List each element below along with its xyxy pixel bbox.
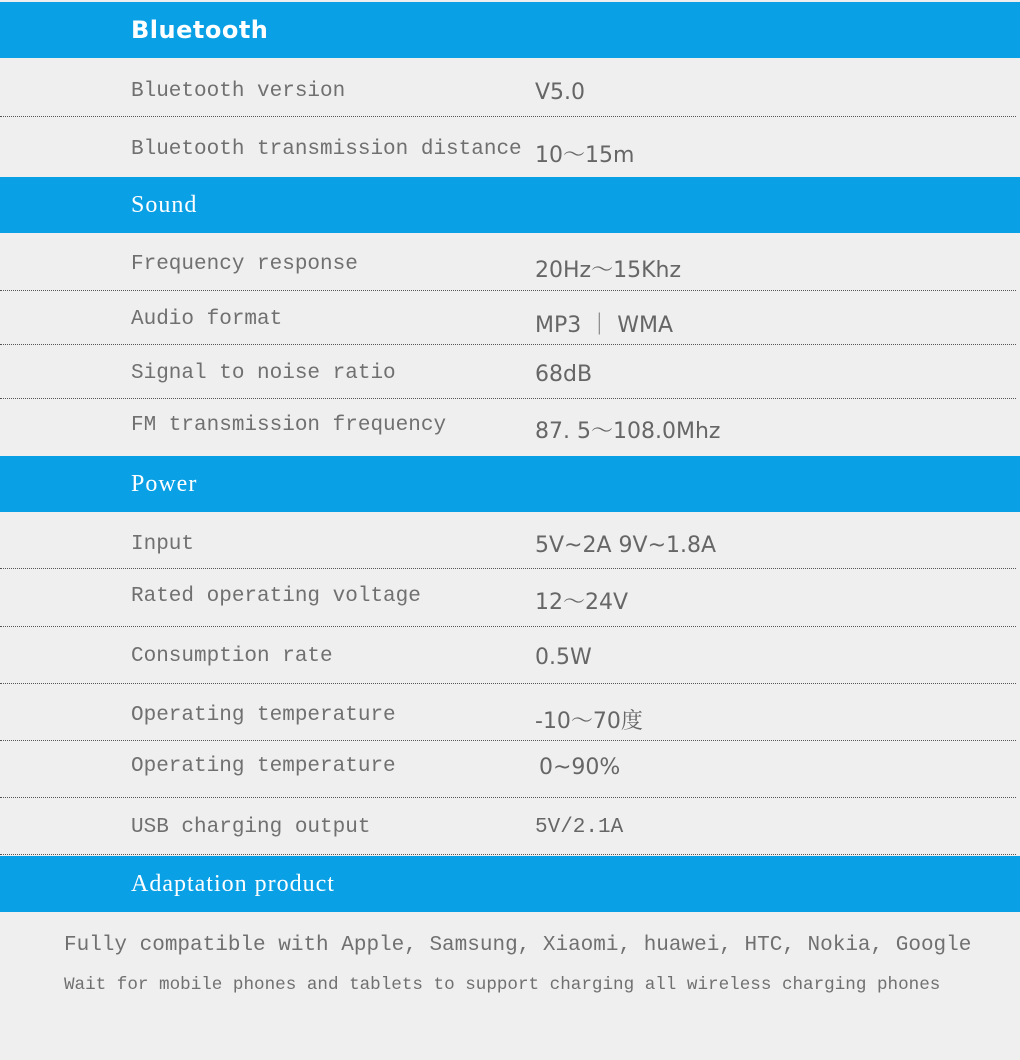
section-title-sound: Sound: [131, 191, 198, 218]
spec-value: 10～15m: [535, 143, 635, 168]
spec-label: Operating temperature: [131, 704, 396, 727]
spec-label: USB charging output: [131, 816, 371, 839]
section-title-adaptation: Adaptation product: [131, 870, 335, 897]
spec-value: 0.5W: [535, 645, 592, 670]
spec-label: Consumption rate: [131, 645, 333, 668]
spec-label: FM transmission frequency: [131, 414, 447, 437]
spec-label: Frequency response: [131, 253, 358, 276]
section-header-adaptation: [0, 856, 1020, 912]
spec-label: Operating temperature: [131, 755, 396, 778]
row-divider: [0, 740, 1016, 741]
spec-value: V5.0: [535, 80, 586, 105]
row-divider: [0, 683, 1016, 684]
spec-value: 68dB: [535, 362, 593, 387]
spec-label: Bluetooth transmission distance: [131, 138, 522, 161]
spec-label: Audio format: [131, 308, 283, 331]
section-header-bluetooth: [0, 2, 1020, 58]
spec-value: 12～24V: [535, 590, 629, 615]
row-divider: [0, 568, 1016, 569]
spec-value: 87. 5～108.0Mhz: [535, 419, 721, 444]
spec-value: -10～70度: [535, 709, 643, 734]
row-divider: [0, 626, 1016, 627]
section-title-power: Power: [131, 470, 198, 497]
row-divider: [0, 344, 1016, 345]
compatibility-text: Fully compatible with Apple, Samsung, Xiaomi, huawei, HTC, Nokia, Google: [64, 934, 972, 957]
row-divider: [0, 797, 1016, 798]
section-header-sound: [0, 177, 1020, 233]
spec-value: MP3 ｜ WMA: [535, 313, 674, 338]
spec-value: 0~90%: [539, 755, 621, 780]
spec-label: Bluetooth version: [131, 80, 346, 103]
support-text: Wait for mobile phones and tablets to support charging all wireless charging phones: [64, 975, 941, 995]
spec-label: Rated operating voltage: [131, 585, 421, 608]
section-header-power: [0, 456, 1020, 512]
row-divider: [0, 290, 1016, 291]
row-divider: [0, 116, 1016, 117]
section-title-bluetooth: Bluetooth: [131, 16, 269, 44]
spec-label: Signal to noise ratio: [131, 362, 396, 385]
spec-label: Input: [131, 533, 195, 556]
row-divider: [0, 854, 1016, 855]
row-divider: [0, 398, 1016, 399]
spec-value: 5V/2.1A: [535, 816, 624, 839]
spec-value: 5V~2A 9V~1.8A: [535, 533, 717, 558]
spec-value: 20Hz～15Khz: [535, 258, 681, 283]
